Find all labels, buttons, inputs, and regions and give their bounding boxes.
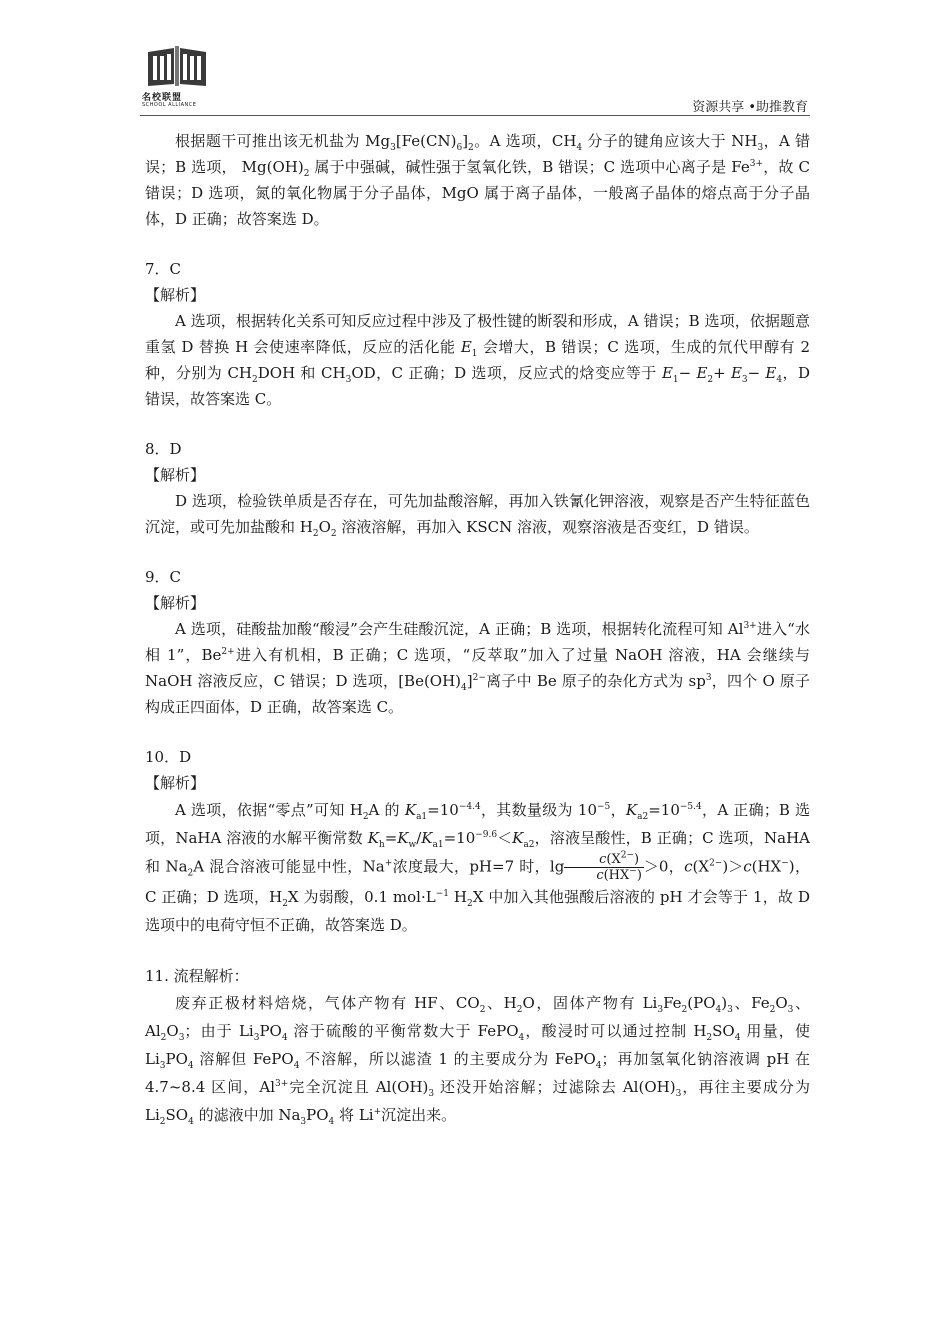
header-divider — [140, 115, 810, 116]
question-8-analysis: D 选项，检验铁单质是否存在，可先加盐酸溶解，再加入铁氰化钾溶液，观察是否产生特征蓝色沉淀，或可先加盐酸和 $H_2O_2$ 溶液溶解，再加入 KSCN 溶液，观察溶液是否变红，D 错误。 — [145, 492, 810, 539]
header-slogan: 资源共享 •助推教育 — [692, 100, 808, 115]
question-10-analysis-label: 【解析】 — [145, 774, 206, 792]
question-9-analysis: A 选项，硅酸盐加酸“酸浸”会产生硅酸沉淀，A 正确；B 选项，根据转化流程可知 $Al^{3+}$进入“水相 1”，$Be^{2+}$进入有机相，B 正确；C 选项，“反萃取”加入了过量 NaOH 溶液，HA 会继续与 NaOH 溶液反应，C 错误；D 选项，$[Be(OH)_4]^{2-}$离子中 Be 原子的杂化方式为 $sp^3$，四个 O 原子构成正四面体，D 正确，故答案选 C。 — [145, 620, 811, 716]
question-7-analysis: A 选项，根据转化关系可知反应过程中涉及了极性键的断裂和形成，A 错误；B 选项，依据题意重氢 D 替换 H 会使速率降低，反应的活化能 $E_1$ 会增大，B 错误；C 选项，生成的氘代甲醇有 2 种，分别为 $CH_2DOH$ 和 $CH_3OD$，C 正确；D 选项，反应式的焓变应等于 $E_1- E_2+ E_3- E_4$，D 错误，故答案选 C。 — [145, 312, 811, 408]
question-9-analysis-label: 【解析】 — [145, 594, 206, 612]
page-header — [140, 40, 810, 114]
concentration-ratio-fraction: $\frac{c(X^{2-})}{c(HX^-)}$ — [564, 852, 644, 883]
answer-content — [145, 128, 810, 1129]
question-9-number: 9．C — [145, 568, 182, 586]
question-11-process-analysis: 废弃正极材料焙烧，气体产物有 HF、$CO_2$、$H_2O$，固体产物有 $Li_3Fe_2(PO_4)_3$、$Fe_2O_3$、$Al_2O_3$；由于 $Li_3PO_4$ 溶于硫酸的平衡常数大于 FePO$_4$，酸浸时可以通过控制 $H_2SO_4$ 用量，使 $Li_3PO_4$ 溶解但 FePO$_4$ 不溶解，所以滤渣 1 的主要成分为 FePO$_4$；再加氢氧化钠溶液调 pH 在 4.7~8.4 区间，$Al^{3+}$完全沉淀且 $Al(OH)_3$ 还没开始溶解；过滤除去 $Al(OH)_3$，再往主要成分为 $Li_2SO_4$ 的滤液中加 $Na_3PO_4$ 将 Li+沉淀出来。 — [145, 994, 811, 1127]
question-11-number: 11. 流程解析： — [145, 967, 249, 985]
question-10-analysis: A 选项，依据“零点”可知 $H_2A$ 的 $K_{a1}=10^{-4.4}$，其数量级为 $10^{-5}$，$K_{a2}=10^{-5.4}$，A 正确；B 选项，NaHA 溶液的水解平衡常数 $K_h=K_w/K_{a1}=10^{-9.6}<K_{a2}$，溶液呈酸性，B 正确；C 选项，NaHA 和 $Na_2A$ 混合溶液可能显中性，Na+浓度最大，pH=7 时，lg $\frac{c(X^{2-})}{c(HX^-)}$ ＞0，$c(X^{2-})>c(HX^-)$，C 正确；D 选项，$H_2X$ 为弱酸，0.1 $mol\cdot L^{-1}$ $H_2X$ 中加入其他强酸后溶液的 pH 才会等于 1，故 D 选项中的电荷守恒不正确，故答案选 D。 — [145, 801, 810, 934]
question-8-number: 8．D — [145, 440, 182, 458]
logo — [140, 40, 230, 114]
question-8-analysis-label: 【解析】 — [145, 466, 206, 484]
question-10-number: 10．D — [145, 748, 192, 766]
logo-name: 名校联盟 — [142, 93, 183, 103]
logo-subtitle: SCHOOL ALLIANCE — [142, 102, 197, 108]
open-book-icon — [146, 44, 208, 88]
intro-paragraph: 根据题干可推出该无机盐为 $Mg_3[Fe(CN)_6]_2$。A 选项，$CH_4$ 分子的键角应该大于 $NH_3$，A 错误；B 选项， $Mg(OH)_2$ 属于中强碱，碱性强于氢氧化铁，B 错误；C 选项中心离子是 $Fe^{3+}$，故 C 错误；D 选项，氮的氧化物属于分子晶体，MgO 属于离子晶体，一般离子晶体的熔点高于分子晶体，D 正确；故答案选 D。 — [145, 132, 811, 228]
question-7-number: 7．C — [145, 260, 182, 278]
question-7-analysis-label: 【解析】 — [145, 286, 206, 304]
